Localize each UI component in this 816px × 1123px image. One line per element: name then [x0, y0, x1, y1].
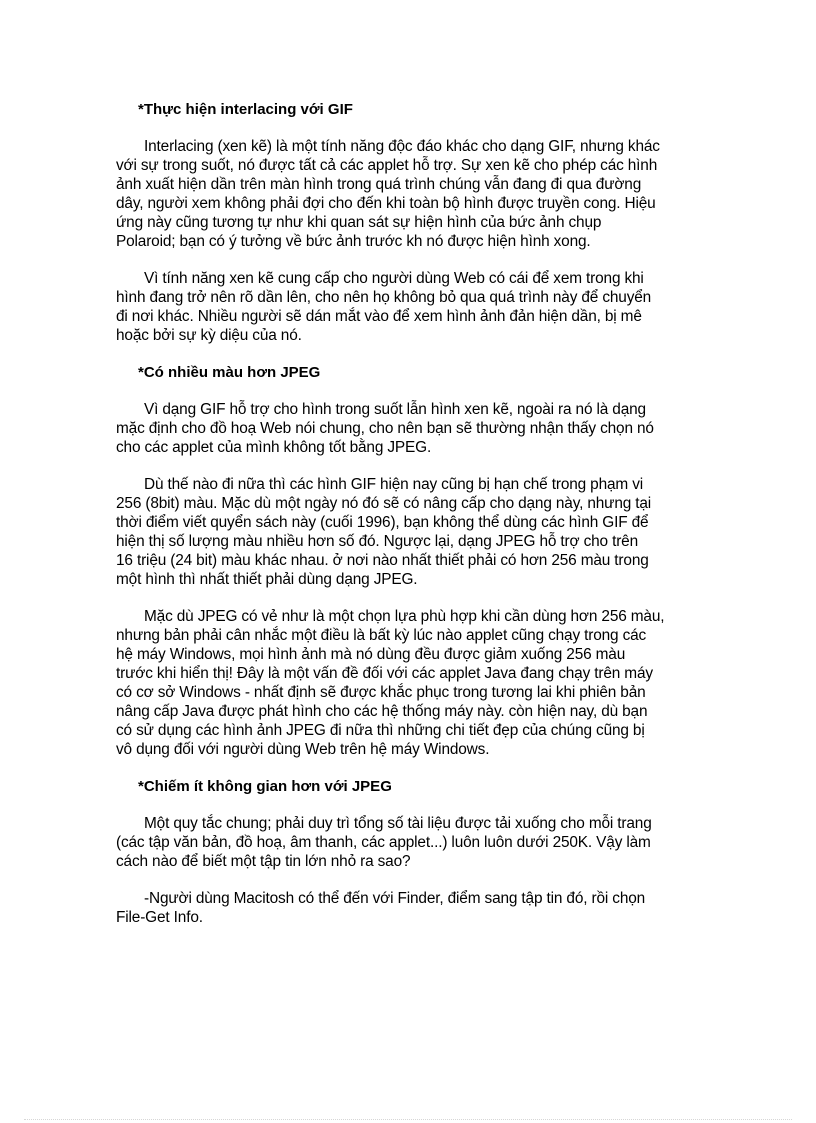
paragraph-line: hệ máy Windows, mọi hình ảnh mà nó dùng đều được giảm xuống 256 màu [116, 646, 626, 663]
paragraph-line: hoặc bởi sự kỳ diệu của nó. [116, 327, 302, 344]
paragraph-line: Vì tính năng xen kẽ cung cấp cho người dùng Web có cái để xem trong khi [144, 270, 644, 287]
body-paragraph [116, 400, 696, 457]
page-footer-divider [24, 1119, 792, 1120]
paragraph-line: 256 (8bit) màu. Mặc dù một ngày nó đó sẽ có nâng cấp cho dạng này, nhưng tại [116, 495, 652, 512]
paragraph-line: hình đang trở nên rõ dần lên, cho nên họ không bỏ qua quá trình này để chuyển [116, 289, 652, 306]
body-paragraph [116, 475, 696, 589]
paragraph-line: cách nào để biết một tập tin lớn nhỏ ra sao? [116, 853, 411, 870]
paragraph-line: dây, người xem không phải đợi cho đến khi toàn bộ hình được truyền cong. Hiệu [116, 195, 656, 212]
paragraph-line: một hình thì nhất thiết phải dùng dạng JPEG. [116, 571, 418, 588]
paragraph-line: File-Get Info. [116, 909, 203, 926]
paragraph-line: Polaroid; bạn có ý tưởng về bức ảnh trước kh nó được hiện hình xong. [116, 233, 591, 250]
paragraph-line: (các tập văn bản, đồ hoạ, âm thanh, các applet...) luôn luôn dưới 250K. Vậy làm [116, 834, 651, 851]
paragraph-line: hiện thị số lượng màu nhiều hơn số đó. Ngược lại, dạng JPEG hỗ trợ cho trên [116, 533, 638, 550]
paragraph-line: Mặc dù JPEG có vẻ như là một chọn lựa phù hợp khi cần dùng hơn 256 màu, [144, 608, 665, 625]
paragraph-line: nâng cấp Java được phát hình cho các hệ thống máy này. còn hiện nay, dù bạn [116, 703, 648, 720]
body-paragraph [116, 607, 696, 759]
paragraph-line: ứng này cũng tương tự như khi quan sát sự hiện hình của bức ảnh chụp [116, 214, 602, 231]
body-paragraph [116, 137, 696, 251]
paragraph-line: Interlacing (xen kẽ) là một tính năng độc đáo khác cho dạng GIF, nhưng khác [144, 138, 660, 155]
paragraph-line: thời điểm viết quyển sách này (cuối 1996), bạn không thể dùng các hình GIF để [116, 514, 649, 531]
paragraph-line: ảnh xuất hiện dần trên màn hình trong quá trình chúng vẫn đang đi qua đường [116, 176, 642, 193]
paragraph-line: Dù thế nào đi nữa thì các hình GIF hiện nay cũng bị hạn chế trong phạm vi [144, 476, 644, 493]
section-heading: *Có nhiều màu hơn JPEG [138, 364, 321, 381]
section-heading: *Chiếm ít không gian hơn với JPEG [138, 778, 392, 795]
paragraph-line: Vì dạng GIF hỗ trợ cho hình trong suốt lẫn hình xen kẽ, ngoài ra nó là dạng [144, 401, 646, 418]
paragraph-line: có cơ sở Windows - nhất định sẽ được khắc phục trong tương lai khi phiên bản [116, 684, 646, 701]
paragraph-line: mặc định cho đồ hoạ Web nói chung, cho nên bạn sẽ thường nhận thấy chọn nó [116, 420, 654, 437]
body-paragraph [116, 814, 696, 871]
section-heading: *Thực hiện interlacing với GIF [138, 101, 353, 118]
paragraph-line: nhưng bản phải cân nhắc một điều là bất kỳ lúc nào applet cũng chạy trong các [116, 627, 647, 644]
paragraph-line: vô dụng đối với người dùng Web trên hệ máy Windows. [116, 741, 490, 758]
paragraph-line: 16 triệu (24 bit) màu khác nhau. ở nơi nào nhất thiết phải có hơn 256 màu trong [116, 552, 649, 569]
body-paragraph [116, 889, 696, 927]
paragraph-line: Một quy tắc chung; phải duy trì tổng số tài liệu được tải xuống cho mỗi trang [144, 815, 652, 832]
paragraph-line: -Người dùng Macitosh có thể đến với Finder, điểm sang tập tin đó, rồi chọn [144, 890, 646, 907]
paragraph-line: có sử dụng các hình ảnh JPEG đi nữa thì những chi tiết đẹp của chúng cũng bị [116, 722, 645, 739]
body-paragraph [116, 269, 696, 345]
paragraph-line: cho các applet của mình không tốt bằng JPEG. [116, 439, 432, 456]
paragraph-line: đi nơi khác. Nhiều người sẽ dán mắt vào để xem hình ảnh đản hiện dần, bị mê [116, 308, 642, 325]
paragraph-line: với sự trong suốt, nó được tất cả các applet hỗ trợ. Sự xen kẽ cho phép các hình [116, 157, 658, 174]
paragraph-line: trước khi hiển thị! Đây là một vấn đề đối với các applet Java đang chạy trên máy [116, 665, 653, 682]
document-page [116, 100, 696, 945]
